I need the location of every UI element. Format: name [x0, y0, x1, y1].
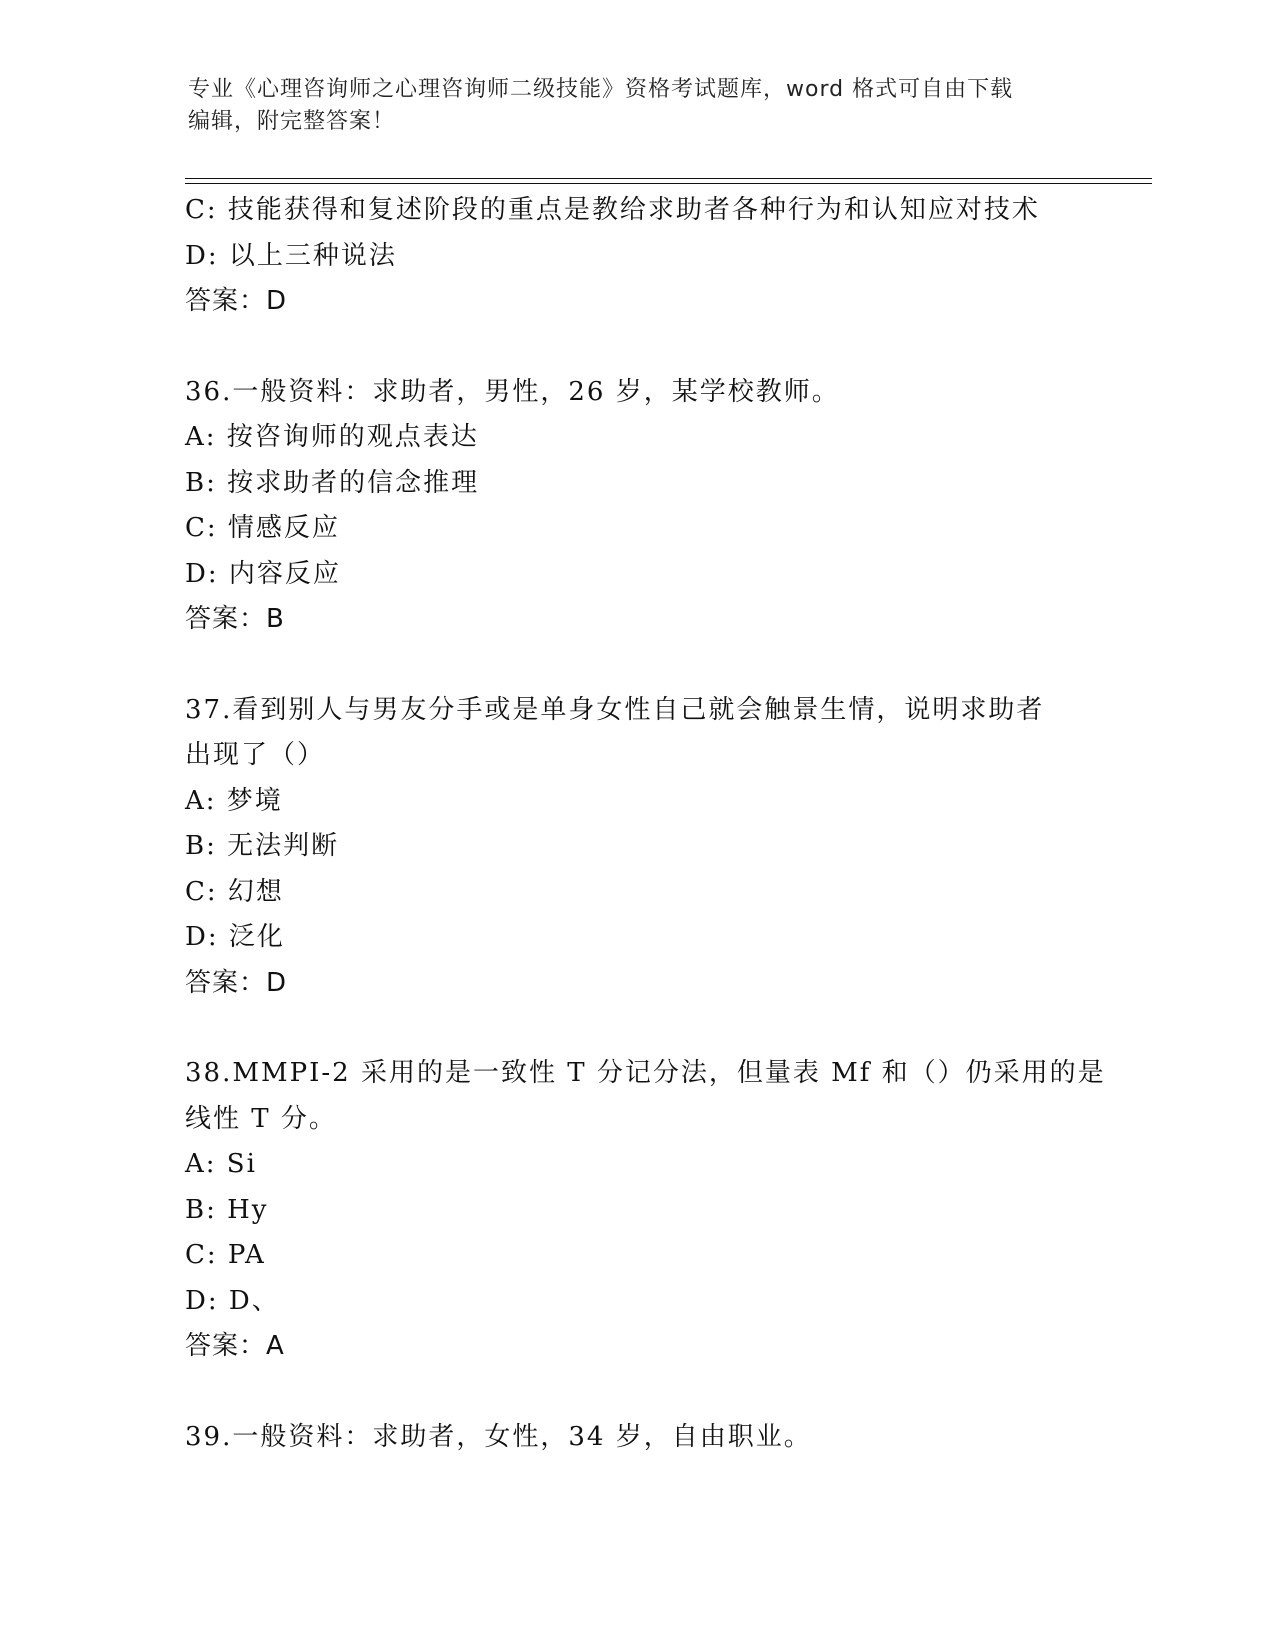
question-stem: 36.一般资料：求助者，男性，26 岁，某学校教师。 [185, 376, 840, 407]
header-line-2: 编辑，附完整答案！ [188, 109, 396, 134]
document-header [188, 74, 1068, 138]
option-b: B: 无法判断 [185, 831, 340, 861]
question-stem-continued: 线性 T 分。 [185, 1103, 337, 1134]
option-c: C: 幻想 [185, 876, 284, 907]
option-b: B: Hy [185, 1194, 269, 1225]
question-stem: 37.看到别人与男友分手或是单身女性自己就会触景生情，说明求助者 [185, 694, 1045, 725]
answer-line: 答案：B [185, 604, 285, 634]
header-rule-top [185, 178, 1152, 179]
spacer [185, 643, 1085, 688]
header-line-1: 专业《心理咨询师之心理咨询师二级技能》资格考试题库，word 格式可自由下载 [188, 77, 1014, 102]
option-c: C: 情感反应 [185, 513, 340, 543]
question-continuation [185, 188, 1085, 325]
question-39 [185, 1415, 1085, 1461]
spacer [185, 1006, 1085, 1051]
question-38 [185, 1051, 1106, 1370]
option-b: B: 按求助者的信念推理 [185, 467, 480, 498]
document-body [185, 188, 1106, 1460]
question-stem: 39.一般资料：求助者，女性，34 岁，自由职业。 [185, 1421, 812, 1452]
header-rule-bottom [185, 183, 1152, 184]
question-stem-continued: 出现了（） [185, 740, 326, 770]
option-c: C: PA [185, 1240, 266, 1270]
option-d: D: 以上三种说法 [185, 240, 397, 271]
option-d: D: 内容反应 [185, 558, 341, 589]
option-d: D: 泛化 [185, 922, 285, 952]
option-a: A: 按咨询师的观点表达 [185, 422, 479, 452]
spacer [185, 1370, 1085, 1415]
spacer [185, 325, 1085, 370]
question-37 [185, 688, 1085, 1007]
question-stem: 38.MMPI-2 采用的是一致性 T 分记分法，但量表 Mf 和（）仍采用的是 [185, 1058, 1106, 1088]
answer-line: 答案：D [185, 967, 288, 998]
option-d: D: D、 [185, 1285, 280, 1316]
question-36 [185, 370, 1085, 643]
option-a: A: Si [185, 1149, 257, 1179]
answer-line: 答案：D [185, 286, 288, 316]
option-c: C: 技能获得和复述阶段的重点是教给求助者各种行为和认知应对技术 [185, 195, 1040, 225]
answer-line: 答案：A [185, 1331, 285, 1361]
option-a: A: 梦境 [185, 785, 283, 816]
